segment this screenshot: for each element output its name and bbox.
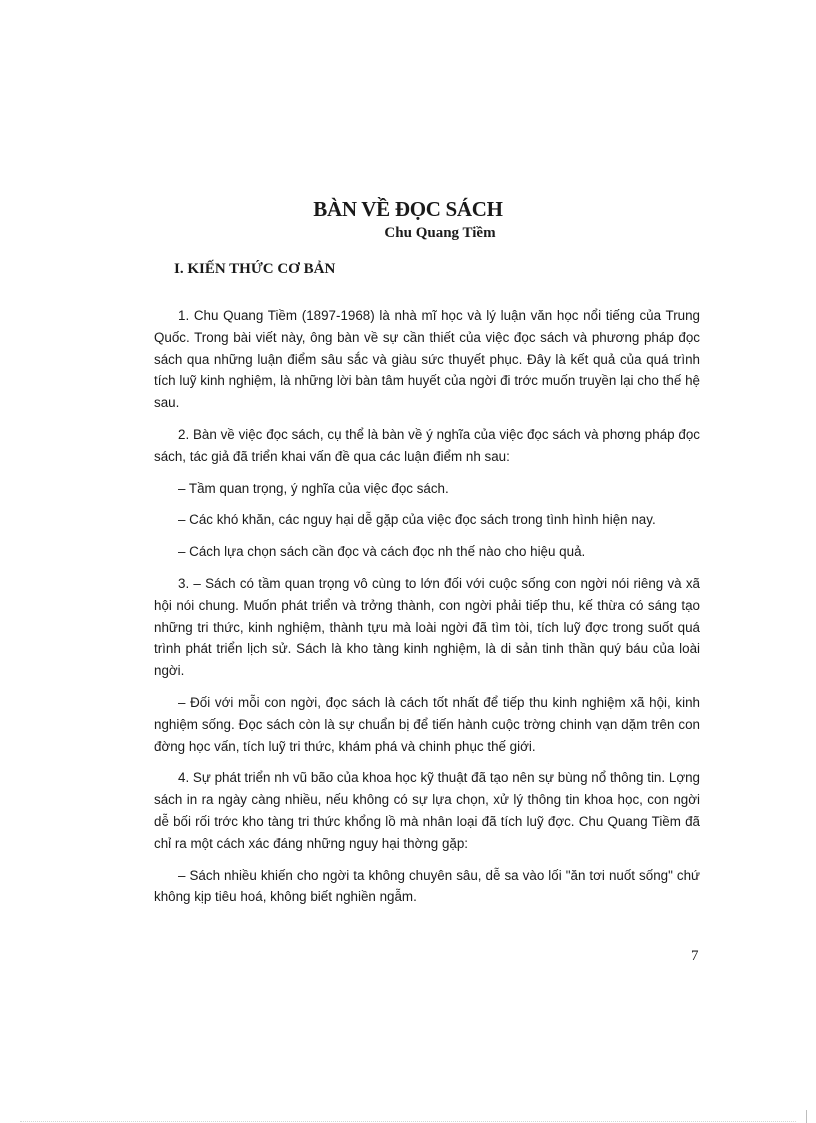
paragraph: 2. Bàn về việc đọc sách, cụ thể là bàn về ý nghĩa của việc đọc sách và phơng pháp đọc sách, tác giả đã triển khai vấn đề qua các luận điểm nh sau: <box>154 426 700 464</box>
paragraph: 3. ‒ Sách có tầm quan trọng vô cùng to lớn đối với cuộc sống con ngời nói riêng và xã hội nói chung. Muốn phát triển và trởng thành, con ngời phải tiếp thu, kế thừa có sáng tạo những tri thức, kinh nghiệm, thành tựu mà loài ngời đã tìm tòi, tích luỹ đợc trong suốt quá trình phát triển lịch sử. Sách là kho tàng kinh nghiệm, là di sản tinh thần quý báu của loài ngời. <box>154 575 700 679</box>
bullet-paragraph: ‒ Cách lựa chọn sách cần đọc và cách đọc nh thế nào cho hiệu quả. <box>178 544 586 560</box>
bullet-paragraph: ‒ Sách nhiều khiến cho ngời ta không chuyên sâu, dễ sa vào lối "ăn tơi nuốt sống" chứ không kịp tiêu hoá, không biết nghiền ngẫm. <box>154 867 700 905</box>
document-title: BÀN VỀ ĐỌC SÁCH <box>313 197 503 221</box>
page-bottom-rule <box>20 1121 796 1122</box>
author-name: Chu Quang Tiềm <box>384 225 496 241</box>
paragraph: 1. Chu Quang Tiềm (1897-1968) là nhà mĩ học và lý luận văn học nổi tiếng của Trung Quốc. Trong bài viết này, ông bàn về sự cần thiết của việc đọc sách và phương pháp đọc sách qua những luận điểm sâu sắc và giàu sức thuyết phục. Đây là kết quả của quá trình tích luỹ kinh nghiệm, là những lời bàn tâm huyết của ngời đi trớc muốn truyền lại cho thế hệ sau. <box>154 308 700 411</box>
body-text <box>154 305 700 918</box>
corner-mark <box>806 1110 807 1123</box>
section-heading: I. KIẾN THỨC CƠ BẢN <box>174 261 336 277</box>
bullet-paragraph: ‒ Đối với mỗi con ngời, đọc sách là cách tốt nhất để tiếp thu kinh nghiệm xã hội, kinh nghiệm sống. Đọc sách còn là sự chuẩn bị để tiến hành cuộc trờng chinh vạn dặm trên con đờng học vấn, tích luỹ tri thức, khám phá và chinh phục thế giới. <box>154 694 700 754</box>
bullet-paragraph: ‒ Các khó khăn, các nguy hại dễ gặp của việc đọc sách trong tình hình hiện nay. <box>178 512 656 528</box>
page-number: 7 <box>691 948 699 964</box>
paragraph: 4. Sự phát triển nh vũ bão của khoa học kỹ thuật đã tạo nên sự bùng nổ thông tin. Lợng sách in ra ngày càng nhiều, nếu không có sự lựa chọn, xử lý thông tin khoa học, con ngời dễ bối rối trớc kho tàng tri thức khổng lồ mà nhân loại đã tích luỹ đợc. Chu Quang Tiềm đã chỉ ra một cách xác đáng những nguy hại thờng gặp: <box>154 770 700 851</box>
bullet-paragraph: ‒ Tầm quan trọng, ý nghĩa của việc đọc sách. <box>178 480 449 496</box>
